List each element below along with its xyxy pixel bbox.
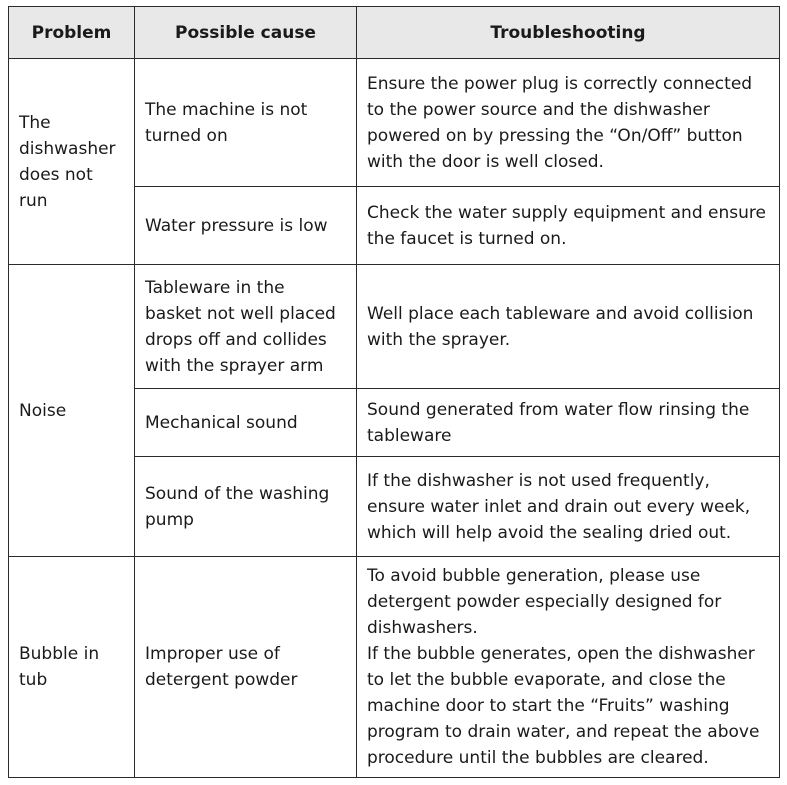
problem-text: The dishwasher does not run	[19, 112, 116, 211]
cause-text: Tableware in the basket not well placed drops off and collides with the sprayer arm	[145, 277, 336, 376]
cause-cell	[135, 265, 357, 389]
troubleshooting-text: Check the water supply equipment and ensure the faucet is turned on.	[367, 202, 766, 249]
cause-cell	[135, 457, 357, 557]
table-header-row	[9, 7, 780, 59]
cause-text: Improper use of detergent powder	[145, 644, 298, 690]
troubleshooting-cell	[357, 59, 780, 187]
troubleshooting-cell	[357, 557, 780, 778]
table-row	[9, 59, 780, 187]
troubleshooting-text-line-2: If the bubble generates, open the dishwasher to let the bubble evaporate, and close the machine door to start the “Fruits” washing program to drain water, and repeat the above procedure until the bubbles are cleared.	[367, 644, 760, 768]
troubleshooting-cell	[357, 187, 780, 265]
troubleshooting-text: Sound generated from water flow rinsing the tableware	[367, 399, 750, 446]
troubleshooting-text: Ensure the power plug is correctly connected to the power source and the dishwasher powered on by pressing the “On/Off” button with the door is well closed.	[367, 73, 753, 172]
cause-cell	[135, 59, 357, 187]
problem-cell	[9, 557, 135, 778]
problem-cell	[9, 59, 135, 265]
cause-text: The machine is not turned on	[145, 99, 308, 146]
troubleshooting-cell	[357, 389, 780, 457]
troubleshooting-cell	[357, 457, 780, 557]
header-possible-cause: Possible cause	[135, 7, 357, 59]
cause-cell	[135, 557, 357, 778]
table-row	[9, 557, 780, 778]
problem-cell	[9, 265, 135, 557]
troubleshooting-text: If the dishwasher is not used frequently, ensure water inlet and drain out every week, which will help avoid the sealing dried out.	[367, 470, 751, 543]
troubleshooting-text: Well place each tableware and avoid collision with the sprayer.	[367, 303, 754, 350]
table-row	[9, 265, 780, 389]
cause-text: Sound of the washing pump	[145, 483, 330, 530]
troubleshooting-text-line-1: To avoid bubble generation, please use detergent powder especially designed for dishwashers.	[367, 566, 722, 638]
troubleshooting-table	[8, 6, 780, 778]
cause-cell	[135, 187, 357, 265]
problem-text: Noise	[19, 400, 67, 421]
troubleshooting-cell	[357, 265, 780, 389]
cause-cell	[135, 389, 357, 457]
cause-text: Water pressure is low	[145, 215, 328, 236]
header-troubleshooting: Troubleshooting	[357, 7, 780, 59]
cause-text: Mechanical sound	[145, 412, 298, 433]
problem-text: Bubble in tub	[19, 644, 100, 690]
header-problem: Problem	[9, 7, 135, 59]
